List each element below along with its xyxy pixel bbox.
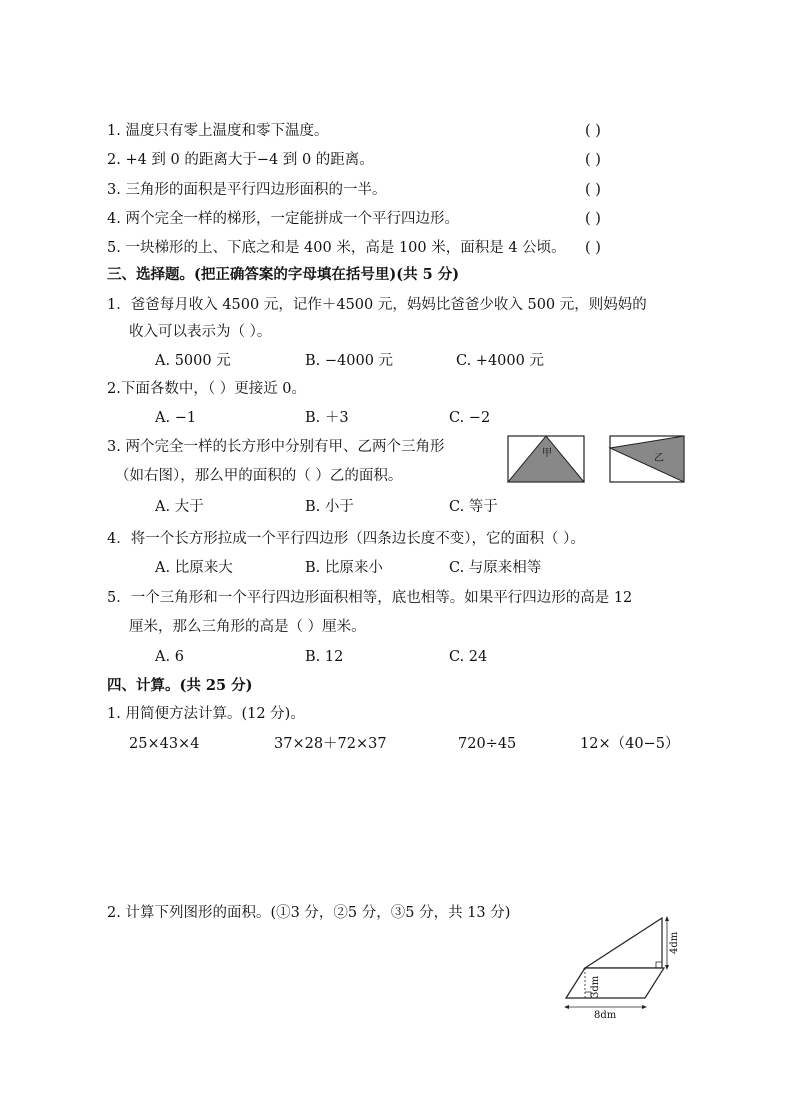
q5-line2: 厘米，那么三角形的高是（ ）厘米。: [129, 619, 366, 635]
q1-option-a[interactable]: A. 5000 元: [155, 353, 231, 369]
answer-paren-3[interactable]: ( ): [585, 182, 601, 198]
judge-item-1: 1. 温度只有零上温度和零下温度。: [107, 123, 329, 139]
composite-figure: [560, 912, 685, 1022]
answer-paren-1[interactable]: ( ): [585, 123, 601, 139]
judge-item-5: 5. 一块梯形的上、下底之和是 400 米，高是 100 米，面积是 4 公顷。: [107, 240, 566, 256]
q3-option-c[interactable]: C. 等于: [449, 499, 498, 515]
q2-text: 2.下面各数中，（ ）更接近 0。: [107, 381, 307, 397]
q1-option-b[interactable]: B. −4000 元: [305, 353, 394, 369]
q1-line1: 1．爸爸每月收入 4500 元，记作＋4500 元，妈妈比爸爸少收入 500 元，则妈妈的: [107, 297, 647, 313]
q5-line1: 5．一个三角形和一个平行四边形面积相等，底也相等。如果平行四边形的高是 12: [107, 590, 633, 606]
q3-option-b[interactable]: B. 小于: [305, 499, 354, 515]
dim-label-4dm: 4dm: [669, 931, 680, 954]
q2-option-a[interactable]: A. −1: [155, 410, 197, 426]
dim-label-8dm: 8dm: [594, 1010, 617, 1021]
q3-line1: 3. 两个完全一样的长方形中分别有甲、乙两个三角形: [107, 439, 445, 455]
triangle-label-jia: 甲: [542, 448, 552, 459]
dim-label-3dm: 3dm: [590, 975, 601, 998]
expression-3: 720÷45: [458, 736, 517, 752]
q2-option-b[interactable]: B. ＋3: [305, 410, 349, 426]
q4-option-c[interactable]: C. 与原来相等: [449, 560, 542, 576]
q1-option-c[interactable]: C. +4000 元: [456, 353, 544, 369]
judge-item-4: 4. 两个完全一样的梯形，一定能拼成一个平行四边形。: [107, 211, 459, 227]
rectangle-jia: [508, 436, 584, 482]
q1-line2: 收入可以表示为（ ）。: [129, 324, 272, 340]
judge-item-3: 3. 三角形的面积是平行四边形面积的一半。: [107, 182, 387, 198]
section4-title: 四、计算。(共 25 分): [107, 677, 253, 694]
expression-1: 25×43×4: [129, 736, 200, 752]
expression-4: 12×（40−5）: [580, 736, 680, 752]
q3-option-a[interactable]: A. 大于: [155, 499, 204, 515]
expression-2: 37×28＋72×37: [274, 736, 387, 752]
section3-title: 三、选择题。(把正确答案的字母填在括号里)(共 5 分): [107, 266, 460, 283]
s4-q2-text: 2. 计算下列图形的面积。(①3 分，②5 分，③5 分，共 13 分): [107, 905, 511, 921]
triangle-label-yi: 乙: [654, 453, 664, 464]
q5-option-a[interactable]: A. 6: [155, 649, 184, 665]
answer-paren-2[interactable]: ( ): [585, 152, 601, 168]
q5-option-b[interactable]: B. 12: [305, 649, 344, 665]
q2-option-c[interactable]: C. −2: [449, 410, 491, 426]
q4-option-b[interactable]: B. 比原来小: [305, 560, 383, 576]
q4-text: 4．将一个长方形拉成一个平行四边形（四条边长度不变），它的面积（ ）。: [107, 531, 585, 547]
rectangle-yi: [610, 436, 684, 482]
q3-figure: [506, 434, 686, 486]
q5-option-c[interactable]: C. 24: [449, 649, 488, 665]
judge-item-2: 2. +4 到 0 的距离大于−4 到 0 的距离。: [107, 152, 374, 168]
q4-option-a[interactable]: A. 比原来大: [155, 560, 233, 576]
answer-paren-4[interactable]: ( ): [585, 211, 601, 227]
answer-paren-5[interactable]: ( ): [585, 240, 601, 256]
q3-line2: （如右图），那么甲的面积的（ ）乙的面积。: [115, 468, 403, 484]
s4-q1-text: 1. 用简便方法计算。(12 分)。: [107, 706, 305, 722]
